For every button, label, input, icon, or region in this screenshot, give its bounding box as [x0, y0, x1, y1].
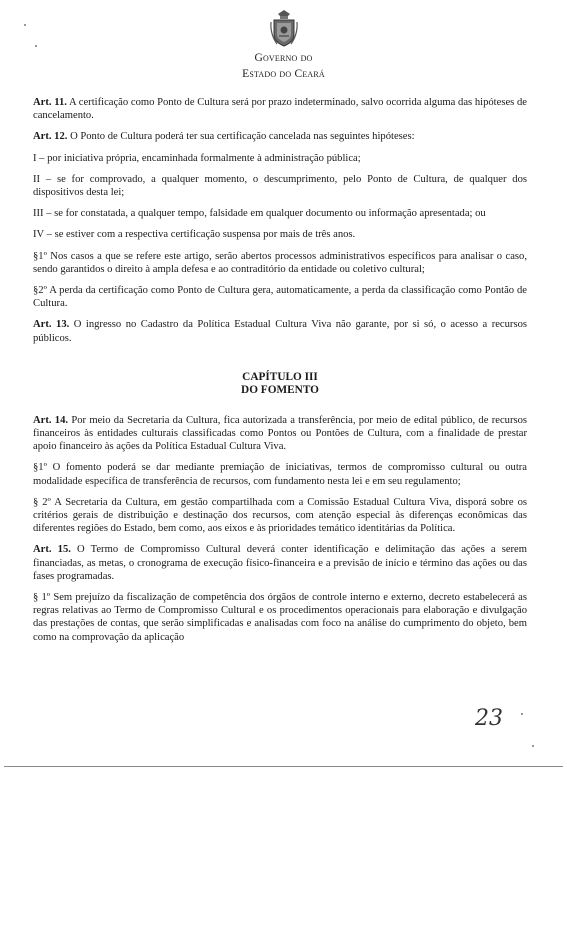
article-label: Art. 14.: [33, 414, 69, 426]
item-iv: IV – se estiver com a respectiva certificação suspensa por mais de três anos.: [33, 229, 356, 241]
scan-speck: [24, 24, 26, 26]
article-15: [33, 543, 527, 583]
article-text: Por meio da Secretaria da Cultura, fica autorizada a transferência, por meio de edital público, de recursos financeiros às entidades culturais classificadas como Pontos ou Pontões de Cultura, com a finalidade de prestar apoio financeiro às ações da Política Estadual Cultura Viva.: [33, 414, 528, 453]
letterhead: [0, 8, 567, 80]
paragraph-2-art12: §2º A perda da certificação como Ponto de Cultura gera, automaticamente, a perda da classificação como Pontão de Cultura.: [33, 285, 527, 310]
article-label: Art. 12.: [33, 131, 68, 143]
chapter-subtitle: DO FOMENTO: [241, 384, 319, 397]
article-label: Art. 15.: [33, 544, 71, 556]
article-14: [33, 414, 527, 454]
scan-speck: [35, 45, 37, 47]
paragraph-1-art14: §1º O fomento poderá se dar mediante premiação de iniciativas, termos de compromisso cultural ou outra modalidade específica de transferência de recursos, com fundamento nesta lei e em seu regulamento;: [33, 462, 527, 487]
handwritten-page-number: 23: [475, 706, 503, 731]
scan-speck: [532, 745, 534, 747]
chapter-title: CAPÍTULO III: [242, 370, 318, 383]
header-line-1: Governo do: [254, 52, 313, 64]
body-text: [33, 96, 527, 652]
article-text: O Ponto de Cultura poderá ter sua certificação cancelada nas seguintes hipóteses:: [67, 131, 415, 143]
header-line-2: Estado do Ceará: [242, 68, 325, 80]
chapter-heading: [33, 371, 527, 398]
article-label: Art. 11.: [33, 97, 67, 108]
state-seal-icon: [269, 8, 299, 48]
item-iii: III – se for constatada, a qualquer tempo, falsidade em qualquer documento ou informação apresentada; ou: [33, 208, 486, 220]
article-13: [33, 318, 527, 344]
article-text: O Termo de Compromisso Cultural deverá conter identificação e delimitação das ações a serem financiadas, as metas, o cronograma de execução físico-financeira e a previsão de início e término das ações ou das fases programadas.: [33, 544, 527, 582]
paragraph-1-art15: § 1º Sem prejuízo da fiscalização de competência dos órgãos de controle interno e externo, decreto estabelecerá as regras relativas ao Termo de Compromisso Cultural e os procedimentos operacionais para elaboração e divulgação das prestações de contas, que serão simplificadas e analisadas com foco na análise do cumprimento do objeto, bem como na comprovação da aplicação: [33, 592, 527, 643]
page-bottom-rule: [4, 766, 563, 767]
article-text: A certificação como Ponto de Cultura será por prazo indeterminado, salvo ocorrida alguma das hipóteses de cancelamento.: [33, 97, 527, 122]
item-ii: II – se for comprovado, a qualquer momento, o descumprimento, pelo Ponto de Cultura, de qualquer dos dispositivos desta lei;: [33, 173, 527, 199]
article-12: [33, 130, 527, 143]
paragraph-2-art14: § 2º A Secretaria da Cultura, em gestão compartilhada com a Comissão Estadual Cultura Viva, disporá sobre os critérios gerais de distribuição e destinação dos recursos, com atenção especial às diferenças econômicas das diferentes regiões do Estado, bem como, aos eixos e às prioridades temático identitárias da Política.: [33, 496, 527, 535]
article-text: O ingresso no Cadastro da Política Estadual Cultura Viva não garante, por si só, o acesso a recursos públicos.: [33, 319, 527, 344]
paragraph-1-art12: §1º Nos casos a que se refere este artigo, serão abertos processos administrativos específicos para analisar o caso, sendo garantidos o direito à ampla defesa e ao contraditório da entidade ou coletivo cultural;: [33, 250, 527, 275]
article-11: [33, 96, 527, 122]
article-label: Art. 13.: [33, 319, 70, 331]
scan-speck: [521, 713, 523, 715]
item-i: I – por iniciativa própria, encaminhada formalmente à administração pública;: [33, 152, 361, 164]
